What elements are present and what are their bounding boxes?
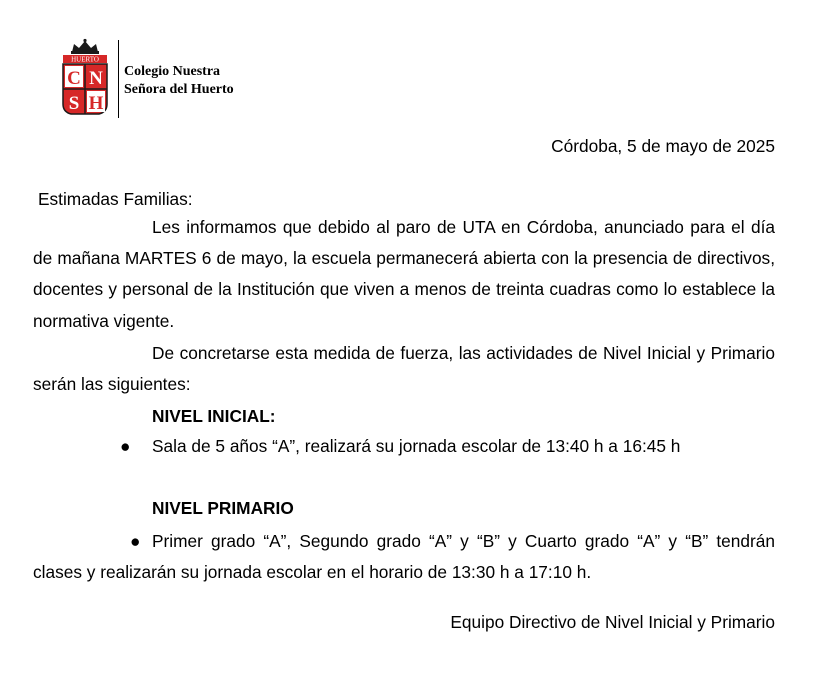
signature: Equipo Directivo de Nivel Inicial y Primario (450, 612, 775, 632)
bullet-icon: ● (120, 436, 131, 456)
heading-nivel-inicial: NIVEL INICIAL: (152, 406, 276, 426)
crest-letter-c: C (67, 68, 81, 89)
letterhead-divider (118, 40, 119, 118)
school-name-line1: Colegio Nuestra (124, 64, 221, 79)
crest-letter-h: H (88, 93, 104, 114)
paragraph-activities: De concretarse esta medida de fuerza, las actividades de Nivel Inicial y Primario serán las siguientes: (33, 343, 775, 395)
heading-nivel-primario: NIVEL PRIMARIO (152, 498, 294, 518)
list-item-inicial-text: Sala de 5 años “A”, realizará su jornada escolar de 13:40 h a 16:45 h (152, 436, 681, 456)
crest-letter-n: N (89, 68, 103, 89)
greeting: Estimadas Familias: (38, 189, 193, 209)
school-name (124, 63, 304, 99)
school-name-line2: Señora del Huerto (124, 82, 234, 97)
paragraph-announcement: Les informamos que debido al paro de UTA en Córdoba, anunciado para el día de mañana MARTES 6 de mayo, la escuela permanecerá abierta con la presencia de directivos, docentes y personal de la Institución que viven a menos de treinta cuadras como lo establece la normativa vigente. (33, 217, 775, 331)
list-item-primario (33, 526, 775, 588)
bullet-icon: ● (130, 531, 141, 551)
school-crest-logo (60, 38, 110, 116)
svg-text:HUERTO: HUERTO (71, 55, 99, 64)
list-item-primario-text: Primer grado “A”, Segundo grado “A” y “B” y Cuarto grado “A” y “B” tendrán clases y realizarán su jornada escolar en el horario de 13:30 h a 17:10 h. (33, 531, 775, 583)
crest-letter-s: S (68, 93, 80, 114)
dateline: Córdoba, 5 de mayo de 2025 (551, 136, 775, 156)
